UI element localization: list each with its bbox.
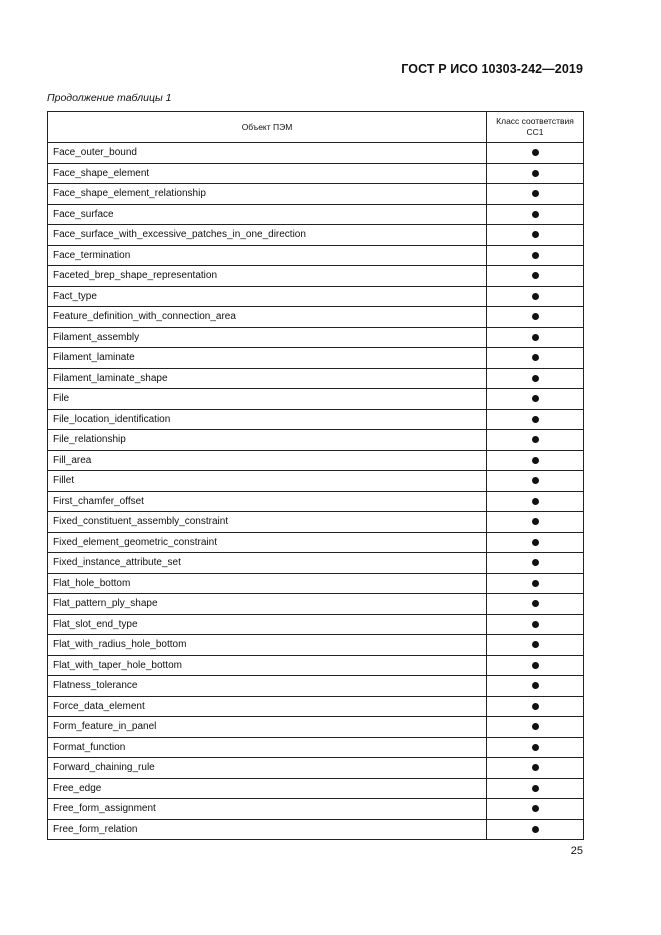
filled-circle-icon bbox=[532, 641, 539, 648]
table-row bbox=[48, 799, 584, 820]
table-row bbox=[48, 676, 584, 697]
entity-name-cell: Flat_with_taper_hole_bottom bbox=[48, 655, 487, 676]
filled-circle-icon bbox=[532, 416, 539, 423]
filled-circle-icon bbox=[532, 293, 539, 300]
table-row bbox=[48, 450, 584, 471]
conformance-mark-cell bbox=[487, 163, 584, 184]
table-row bbox=[48, 512, 584, 533]
table-row bbox=[48, 491, 584, 512]
table-row bbox=[48, 368, 584, 389]
entity-name-cell: Format_function bbox=[48, 737, 487, 758]
entity-name-cell: File_relationship bbox=[48, 430, 487, 451]
filled-circle-icon bbox=[532, 744, 539, 751]
conformance-mark-cell bbox=[487, 778, 584, 799]
filled-circle-icon bbox=[532, 662, 539, 669]
column-header-object: Объект ПЭМ bbox=[48, 112, 487, 143]
conformance-mark-cell bbox=[487, 696, 584, 717]
column-header-conformance-class bbox=[487, 112, 584, 143]
filled-circle-icon bbox=[532, 375, 539, 382]
entity-name-cell: Filament_laminate_shape bbox=[48, 368, 487, 389]
conformance-mark-cell bbox=[487, 143, 584, 164]
conformance-mark-cell bbox=[487, 430, 584, 451]
filled-circle-icon bbox=[532, 149, 539, 156]
filled-circle-icon bbox=[532, 272, 539, 279]
filled-circle-icon bbox=[532, 559, 539, 566]
entity-name-cell: Flatness_tolerance bbox=[48, 676, 487, 697]
conformance-mark-cell bbox=[487, 758, 584, 779]
filled-circle-icon bbox=[532, 805, 539, 812]
conformance-mark-cell bbox=[487, 655, 584, 676]
conformance-mark-cell bbox=[487, 389, 584, 410]
filled-circle-icon bbox=[532, 621, 539, 628]
filled-circle-icon bbox=[532, 170, 539, 177]
table-row bbox=[48, 143, 584, 164]
conformance-mark-cell bbox=[487, 573, 584, 594]
table-row bbox=[48, 614, 584, 635]
entity-name-cell: Free_form_assignment bbox=[48, 799, 487, 820]
entity-name-cell: Face_surface bbox=[48, 204, 487, 225]
filled-circle-icon bbox=[532, 826, 539, 833]
entity-name-cell: Flat_slot_end_type bbox=[48, 614, 487, 635]
table-row bbox=[48, 266, 584, 287]
conformance-table bbox=[47, 111, 584, 840]
entity-name-cell: First_chamfer_offset bbox=[48, 491, 487, 512]
table-body bbox=[48, 143, 584, 840]
table-row bbox=[48, 245, 584, 266]
table-row bbox=[48, 471, 584, 492]
entity-name-cell: Fillet bbox=[48, 471, 487, 492]
table-row bbox=[48, 696, 584, 717]
conformance-mark-cell bbox=[487, 532, 584, 553]
entity-name-cell: Face_surface_with_excessive_patches_in_one_direction bbox=[48, 225, 487, 246]
table-row bbox=[48, 532, 584, 553]
table-row bbox=[48, 553, 584, 574]
conformance-mark-cell bbox=[487, 614, 584, 635]
table-row bbox=[48, 594, 584, 615]
entity-name-cell: Filament_laminate bbox=[48, 348, 487, 369]
conformance-mark-cell bbox=[487, 635, 584, 656]
conformance-mark-cell bbox=[487, 409, 584, 430]
conformance-mark-cell bbox=[487, 348, 584, 369]
filled-circle-icon bbox=[532, 395, 539, 402]
filled-circle-icon bbox=[532, 539, 539, 546]
conformance-mark-cell bbox=[487, 471, 584, 492]
conformance-mark-cell bbox=[487, 594, 584, 615]
conformance-mark-cell bbox=[487, 266, 584, 287]
filled-circle-icon bbox=[532, 682, 539, 689]
entity-name-cell: Forward_chaining_rule bbox=[48, 758, 487, 779]
table-row bbox=[48, 573, 584, 594]
entity-name-cell: File_location_identification bbox=[48, 409, 487, 430]
conformance-mark-cell bbox=[487, 512, 584, 533]
filled-circle-icon bbox=[532, 457, 539, 464]
table-row bbox=[48, 758, 584, 779]
entity-name-cell: Face_shape_element bbox=[48, 163, 487, 184]
table-row bbox=[48, 778, 584, 799]
table-row bbox=[48, 819, 584, 840]
conformance-mark-cell bbox=[487, 491, 584, 512]
entity-name-cell: Flat_with_radius_hole_bottom bbox=[48, 635, 487, 656]
conformance-mark-cell bbox=[487, 245, 584, 266]
entity-name-cell: Fixed_instance_attribute_set bbox=[48, 553, 487, 574]
entity-name-cell: Faceted_brep_shape_representation bbox=[48, 266, 487, 287]
filled-circle-icon bbox=[532, 580, 539, 587]
conformance-mark-cell bbox=[487, 204, 584, 225]
table-row bbox=[48, 348, 584, 369]
filled-circle-icon bbox=[532, 252, 539, 259]
filled-circle-icon bbox=[532, 764, 539, 771]
conformance-mark-cell bbox=[487, 368, 584, 389]
table-row bbox=[48, 327, 584, 348]
filled-circle-icon bbox=[532, 703, 539, 710]
entity-name-cell: Fixed_element_geometric_constraint bbox=[48, 532, 487, 553]
entity-name-cell: Face_shape_element_relationship bbox=[48, 184, 487, 205]
table-row bbox=[48, 717, 584, 738]
entity-name-cell: File bbox=[48, 389, 487, 410]
table-row bbox=[48, 163, 584, 184]
document-header: ГОСТ Р ИСО 10303-242—2019 bbox=[401, 62, 583, 76]
table-row bbox=[48, 409, 584, 430]
conformance-mark-cell bbox=[487, 737, 584, 758]
filled-circle-icon bbox=[532, 313, 539, 320]
filled-circle-icon bbox=[532, 211, 539, 218]
table-row bbox=[48, 225, 584, 246]
entity-name-cell: Fixed_constituent_assembly_constraint bbox=[48, 512, 487, 533]
filled-circle-icon bbox=[532, 600, 539, 607]
table-row bbox=[48, 184, 584, 205]
filled-circle-icon bbox=[532, 518, 539, 525]
entity-name-cell: Feature_definition_with_connection_area bbox=[48, 307, 487, 328]
conformance-mark-cell bbox=[487, 286, 584, 307]
filled-circle-icon bbox=[532, 477, 539, 484]
conformance-mark-cell bbox=[487, 819, 584, 840]
conformance-mark-cell bbox=[487, 553, 584, 574]
conformance-mark-cell bbox=[487, 307, 584, 328]
filled-circle-icon bbox=[532, 498, 539, 505]
table-continuation-label: Продолжение таблицы 1 bbox=[47, 92, 172, 104]
conformance-mark-cell bbox=[487, 799, 584, 820]
filled-circle-icon bbox=[532, 231, 539, 238]
table-row bbox=[48, 286, 584, 307]
filled-circle-icon bbox=[532, 785, 539, 792]
entity-name-cell: Free_form_relation bbox=[48, 819, 487, 840]
entity-name-cell: Fact_type bbox=[48, 286, 487, 307]
table-row bbox=[48, 655, 584, 676]
entity-name-cell: Face_outer_bound bbox=[48, 143, 487, 164]
entity-name-cell: Free_edge bbox=[48, 778, 487, 799]
entity-name-cell: Face_termination bbox=[48, 245, 487, 266]
filled-circle-icon bbox=[532, 723, 539, 730]
filled-circle-icon bbox=[532, 334, 539, 341]
filled-circle-icon bbox=[532, 436, 539, 443]
entity-name-cell: Form_feature_in_panel bbox=[48, 717, 487, 738]
filled-circle-icon bbox=[532, 190, 539, 197]
conformance-mark-cell bbox=[487, 676, 584, 697]
entity-name-cell: Flat_pattern_ply_shape bbox=[48, 594, 487, 615]
table-header-row bbox=[48, 112, 584, 143]
entity-name-cell: Filament_assembly bbox=[48, 327, 487, 348]
entity-name-cell: Force_data_element bbox=[48, 696, 487, 717]
conformance-mark-cell bbox=[487, 225, 584, 246]
entity-name-cell: Fill_area bbox=[48, 450, 487, 471]
table-row bbox=[48, 737, 584, 758]
table-row bbox=[48, 430, 584, 451]
column-header-conformance-class-label: Класс соответствия CC1 bbox=[496, 116, 574, 137]
table-row bbox=[48, 635, 584, 656]
page-number: 25 bbox=[570, 845, 583, 857]
table-row bbox=[48, 204, 584, 225]
conformance-mark-cell bbox=[487, 327, 584, 348]
entity-name-cell: Flat_hole_bottom bbox=[48, 573, 487, 594]
conformance-mark-cell bbox=[487, 717, 584, 738]
table-row bbox=[48, 389, 584, 410]
conformance-mark-cell bbox=[487, 450, 584, 471]
conformance-mark-cell bbox=[487, 184, 584, 205]
filled-circle-icon bbox=[532, 354, 539, 361]
table-row bbox=[48, 307, 584, 328]
